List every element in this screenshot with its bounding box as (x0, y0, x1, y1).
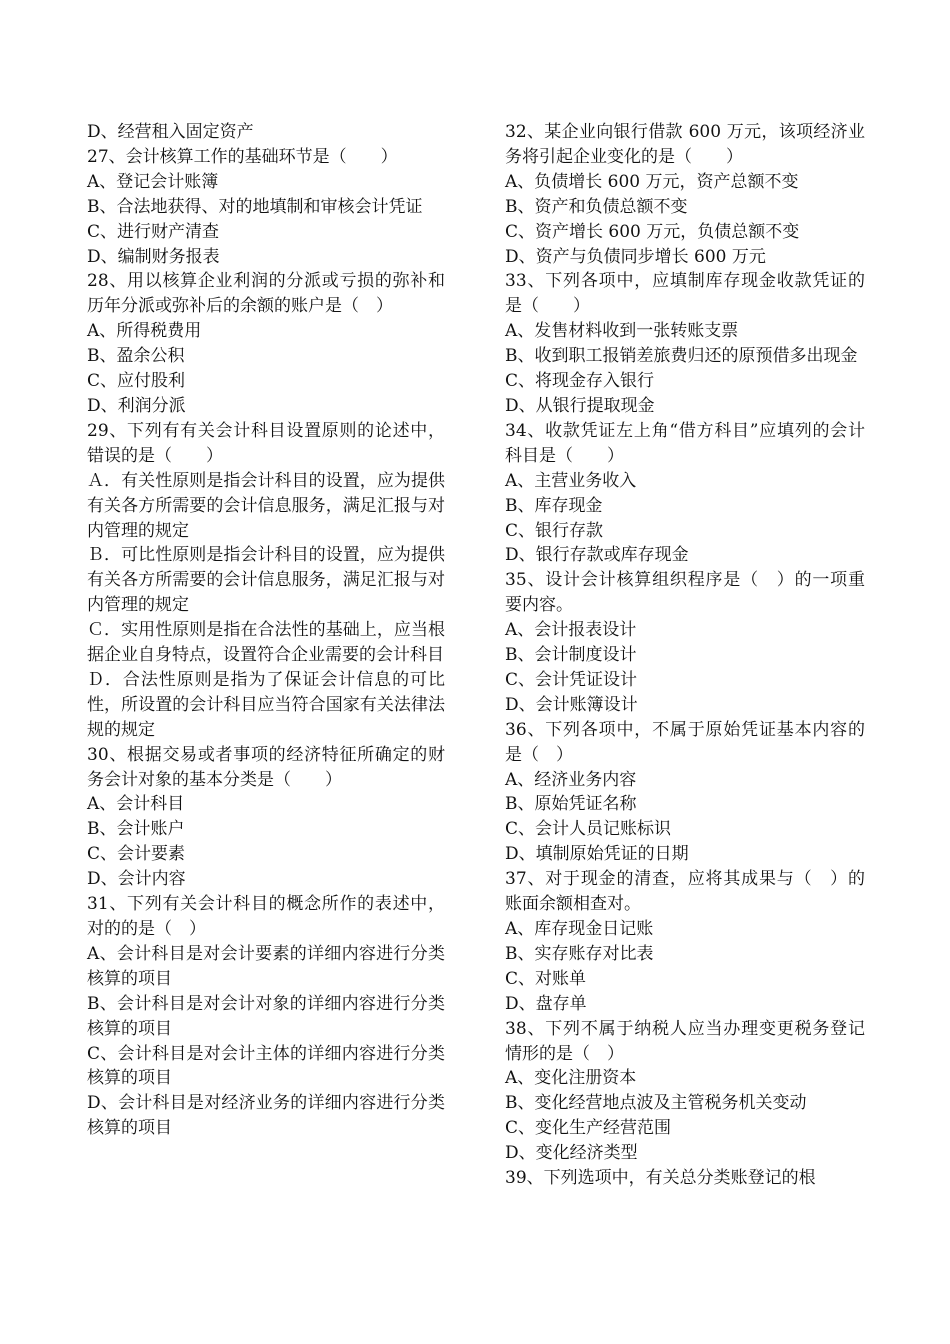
answer-option: D、从银行提取现金 (505, 395, 655, 416)
question-stem: 31、下列有关会计科目的概念所作的表述中，对的的是（ ） (87, 894, 445, 939)
question-stem: 32、某企业向银行借款 600 万元，该项经济业务将引起企业变化的是（ ） (505, 122, 865, 167)
question-stem: 28、用以核算企业利润的分派或亏损的弥补和历年分派或弥补后的余额的账户是（ ） (87, 271, 445, 317)
question-stem: 37、对于现金的清查，应将其成果与（ ）的账面余额相查对。 (505, 869, 865, 915)
answer-option: B、变化经营地点波及主管税务机关变动 (505, 1093, 807, 1114)
answer-option: Ｃ．实用性原则是指在合法性的基础上，应当根据企业自身特点，设置符合企业需要的会计科目 (87, 620, 445, 666)
answer-option: D、会计账簿设计 (505, 694, 638, 715)
question-stem: 29、下列有有关会计科目设置原则的论述中，错误的是（ ） (87, 420, 445, 466)
answer-option: D、会计科目是对经济业务的详细内容进行分类核算的项目 (87, 1093, 445, 1139)
answer-option: D、利润分派 (87, 395, 186, 416)
question-stem: 34、收款凭证左上角“借方科目”应填列的会计科目是（ ） (505, 420, 865, 466)
answer-option: C、会计科目是对会计主体的详细内容进行分类核算的项目 (87, 1043, 445, 1089)
question-stem: 27、会计核算工作的基础环节是（ ） (87, 146, 398, 167)
answer-option: B、库存现金 (505, 495, 603, 516)
answer-option: A、登记会计账簿 (87, 171, 219, 192)
right-column (505, 120, 865, 1191)
question-stem: 36、下列各项中，不属于原始凭证基本内容的是（ ） (505, 719, 865, 765)
answer-option: C、进行财产清查 (87, 221, 220, 242)
answer-option: D、银行存款或库存现金 (505, 545, 689, 566)
answer-option: D、经营租入固定资产 (87, 122, 254, 142)
answer-option: D、编制财务报表 (87, 246, 220, 267)
answer-option: D、会计内容 (87, 869, 186, 890)
answer-option: C、银行存款 (505, 520, 604, 541)
answer-option: A、会计科目 (87, 794, 185, 815)
answer-option: C、应付股利 (87, 371, 186, 392)
answer-option: D、变化经济类型 (505, 1143, 638, 1164)
answer-option: Ｄ．合法性原则是指为了保证会计信息的可比性，所设置的会计科目应当符合国家有关法律法规的规定 (87, 669, 445, 740)
answer-option: B、实存账存对比表 (505, 943, 654, 964)
answer-option: B、收到职工报销差旅费归还的原预借多出现金 (505, 346, 858, 367)
left-column (87, 120, 445, 1141)
question-stem: 35、设计会计核算组织程序是（ ）的一项重要内容。 (505, 570, 865, 616)
answer-option: B、会计科目是对会计对象的详细内容进行分类核算的项目 (87, 993, 445, 1039)
answer-option: D、填制原始凭证的日期 (505, 844, 689, 865)
answer-option: A、变化注册资本 (505, 1068, 637, 1089)
answer-option: C、将现金存入银行 (505, 371, 655, 392)
answer-option: B、盈余公积 (87, 346, 185, 367)
answer-option: B、会计制度设计 (505, 645, 637, 666)
answer-option: A、主营业务收入 (505, 470, 637, 491)
question-stem: 38、下列不属于纳税人应当办理变更税务登记情形的是（ ） (505, 1018, 865, 1064)
answer-option: A、负债增长 600 万元，资产总额不变 (505, 171, 799, 192)
answer-option: A、经济业务内容 (505, 769, 637, 790)
answer-option: C、变化生产经营范围 (505, 1118, 672, 1139)
answer-option: Ａ．有关性原则是指会计科目的设置，应为提供有关各方所需要的会计信息服务，满足汇报与对内管理的规定 (87, 470, 445, 541)
answer-option: D、资产与负债同步增长 600 万元 (505, 246, 766, 267)
answer-option: Ｂ．可比性原则是指会计科目的设置，应为提供有关各方所需要的会计信息服务，满足汇报与对内管理的规定 (87, 545, 445, 616)
answer-option: A、会计报表设计 (505, 620, 637, 641)
answer-option: C、会计人员记账标识 (505, 819, 672, 840)
answer-option: C、会计凭证设计 (505, 669, 638, 690)
question-stem: 39、下列选项中，有关总分类账登记的根 (505, 1168, 816, 1189)
answer-option: A、所得税费用 (87, 321, 202, 342)
answer-option: D、盘存单 (505, 993, 587, 1014)
answer-option: C、对账单 (505, 968, 587, 989)
question-stem: 30、根据交易或者事项的经济特征所确定的财务会计对象的基本分类是（ ） (87, 744, 445, 790)
answer-option: A、发售材料收到一张转账支票 (505, 321, 739, 342)
answer-option: B、原始凭证名称 (505, 794, 637, 815)
answer-option: B、资产和负债总额不变 (505, 196, 688, 217)
question-stem: 33、下列各项中，应填制库存现金收款凭证的是（ ） (505, 271, 865, 317)
answer-option: A、库存现金日记账 (505, 919, 654, 939)
answer-option: B、会计账户 (87, 819, 185, 840)
answer-option: C、会计要素 (87, 844, 186, 865)
answer-option: C、资产增长 600 万元，负债总额不变 (505, 221, 800, 242)
answer-option: B、合法地获得、对的地填制和审核会计凭证 (87, 196, 423, 217)
answer-option: A、会计科目是对会计要素的详细内容进行分类核算的项目 (87, 943, 445, 989)
